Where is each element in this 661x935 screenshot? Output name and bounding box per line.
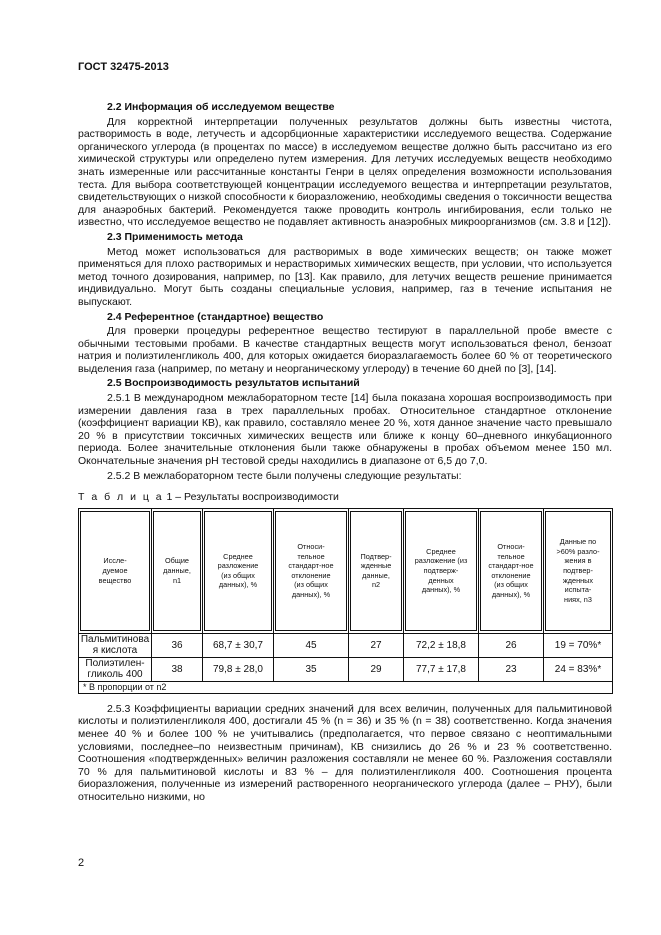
table-header-cell <box>479 508 544 633</box>
paragraph-2-3: Метод может использоваться для растворимых в воде химических веществ; он также может применяться для плохо растворимых и нерастворимых химических веществ, при условии, что используется метод точного дозирования, например, по [13]. Как правило, для летучих веществ решение принимается индивидуально. Могут быть созданы специальные условия, например, газ в течение испытания не выпускают. <box>78 245 612 308</box>
table-cell: 19 = 70%* <box>544 633 613 657</box>
table-header-cell <box>203 508 274 633</box>
table-cell: 35 <box>274 657 349 681</box>
table-header-cell-frame: Относи- тельное стандарт-ное отклонение (из общих данных), % <box>275 511 347 631</box>
table-cell: 26 <box>479 633 544 657</box>
page-content <box>78 101 612 806</box>
table-header-cell-frame: Относи- тельное стандарт-ное отклонение (из общих данных), % <box>480 511 542 631</box>
table-cell: 45 <box>274 633 349 657</box>
table-cell: 36 <box>152 633 203 657</box>
table-header-cell <box>349 508 404 633</box>
table-row <box>79 633 613 657</box>
table-cell: 27 <box>349 633 404 657</box>
table-footnote: * В пропорции от n2 <box>79 681 613 693</box>
table-cell: 77,7 ± 17,8 <box>404 657 479 681</box>
table-header-cell-frame: Подтвер- жденные данные, n2 <box>350 511 402 631</box>
paragraph-2-4: Для проверки процедуры референтное вещество тестируют в параллельной пробе вместе с обычными тестовыми пробами. В качестве стандартных веществ могут использоваться фенол, бензоат натрия и полиэтиленгликоль 400, для которых ожидается биоразлагаемость более 60 % от теоретического выделения газа (например, по метану и неорганическому углероду) в течение 60 дней по [3], [14]. <box>78 325 612 375</box>
page-number: 2 <box>78 857 85 869</box>
document-code: ГОСТ 32475-2013 <box>78 61 169 73</box>
table-header-row <box>79 508 613 633</box>
section-heading-2-3: 2.3 Применимость метода <box>107 230 243 243</box>
table-cell: 79,8 ± 28,0 <box>203 657 274 681</box>
table-caption-prefix: Т а б л и ц а <box>78 491 164 504</box>
table-cell: Полиэтилен- гликоль 400 <box>79 657 152 681</box>
table-caption-title: 1 – Результаты воспроизводимости <box>163 491 339 504</box>
table-cell: 68,7 ± 30,7 <box>203 633 274 657</box>
section-heading-2-4: 2.4 Референтное (стандартное) вещество <box>107 310 324 323</box>
table-header-cell-frame: Данные по >60% разло- жения в подтвер- жденных испыта- ниях, n3 <box>545 511 611 631</box>
paragraph-2-5-3: 2.5.3 Коэффициенты вариации средних значений для всех величин, полученных для пальмитиновой кислоты и полиэтиленгликоля 400, достигали 45 % (n = 36) и 35 % (n = 38) соответственно. Когда значения менее 40 % и более 100 % не учитывались (предполагается, что первое связано с неоптимальными условиями, последнее–по неизвестным причинам), КВ снизились до 26 % и 23 % соответственно. Соотношения «подтвержденных» величин разложения составляли не менее 60 %. Разложения составляли 70 % для пальмитиновой кислоты и 83 % – для полиэтиленгликоля 400. Соотношения процента биоразложения, полученные из измерений растворенного неорганического углерода (далее – РНУ), были относительно низкими, но <box>78 702 612 803</box>
table-header-cell <box>79 508 152 633</box>
section-heading-2-5: 2.5 Воспроизводимость результатов испытаний <box>107 377 360 390</box>
table-cell: Пальмитинова я кислота <box>79 633 152 657</box>
paragraph-2-2: Для корректной интерпретации полученных результатов должны быть известны чистота, растворимость в воде, летучесть и адсорбционные характеристики исследуемого вещества. Содержание органического углерода (в процентах по массе) в исследуемом веществе должно быть рассчитано из его химической структуры или определено путем измерения. Для летучих исследуемых веществ необходимо знать измеренные или рассчитанные константы Генри в целях определения возможности использования теста. Для выбора соответствующей концентрации исследуемого вещества и интерпретации результатов, свидетельствующих о низкой способности к биоразложению, необходимы сведения о токсичности вещества для анаэробных бактерий. Рекомендуется также проводить контроль ингибирования, если только не известно, что исследуемое вещество не подавляет активность анаэробных микроорганизмов (см. 3.8 и [12]). <box>78 115 612 229</box>
table-header-cell-frame: Общие данные, n1 <box>153 511 201 631</box>
table-header-cell <box>152 508 203 633</box>
table-cell: 38 <box>152 657 203 681</box>
table-cell: 24 = 83%* <box>544 657 613 681</box>
paragraph-2-5-2: 2.5.2 В межлабораторном тесте были получены следующие результаты: <box>107 469 462 482</box>
paragraph-2-5-1: 2.5.1 В международном межлабораторном тесте [14] была показана хорошая воспроизводимость при измерении давления газа в трех параллельных пробах. Относительное стандартное отклонение (коэффициент вариации КВ), как правило, составляло менее 20 %, хотя данное значение часто превышало 20 % в присутствии токсичных химических веществ или ближе к концу 60–дневного инкубационного периода. Более значительные отклонения были также обнаружены в пробах объемом менее 150 мл. Окончательные значения рН тестовой среды находились в диапазоне от 6,5 до 7,0. <box>78 392 612 468</box>
section-heading-2-2: 2.2 Информация об исследуемом веществе <box>107 101 335 113</box>
table-cell: 29 <box>349 657 404 681</box>
table-header-cell-frame: Иссле- дуемое вещество <box>80 511 150 631</box>
table-header-cell <box>544 508 613 633</box>
table-cell: 23 <box>479 657 544 681</box>
table-header-cell-frame: Среднее разложение (из общих данных), % <box>204 511 272 631</box>
table-header-cell <box>274 508 349 633</box>
reproducibility-table <box>78 508 613 694</box>
table-row <box>79 657 613 681</box>
table-footnote-row <box>79 681 613 693</box>
table-cell: 72,2 ± 18,8 <box>404 633 479 657</box>
table-header-cell-frame: Среднее разложение (из подтверж- денных данных), % <box>405 511 477 631</box>
table-header-cell <box>404 508 479 633</box>
table-caption <box>78 491 612 504</box>
